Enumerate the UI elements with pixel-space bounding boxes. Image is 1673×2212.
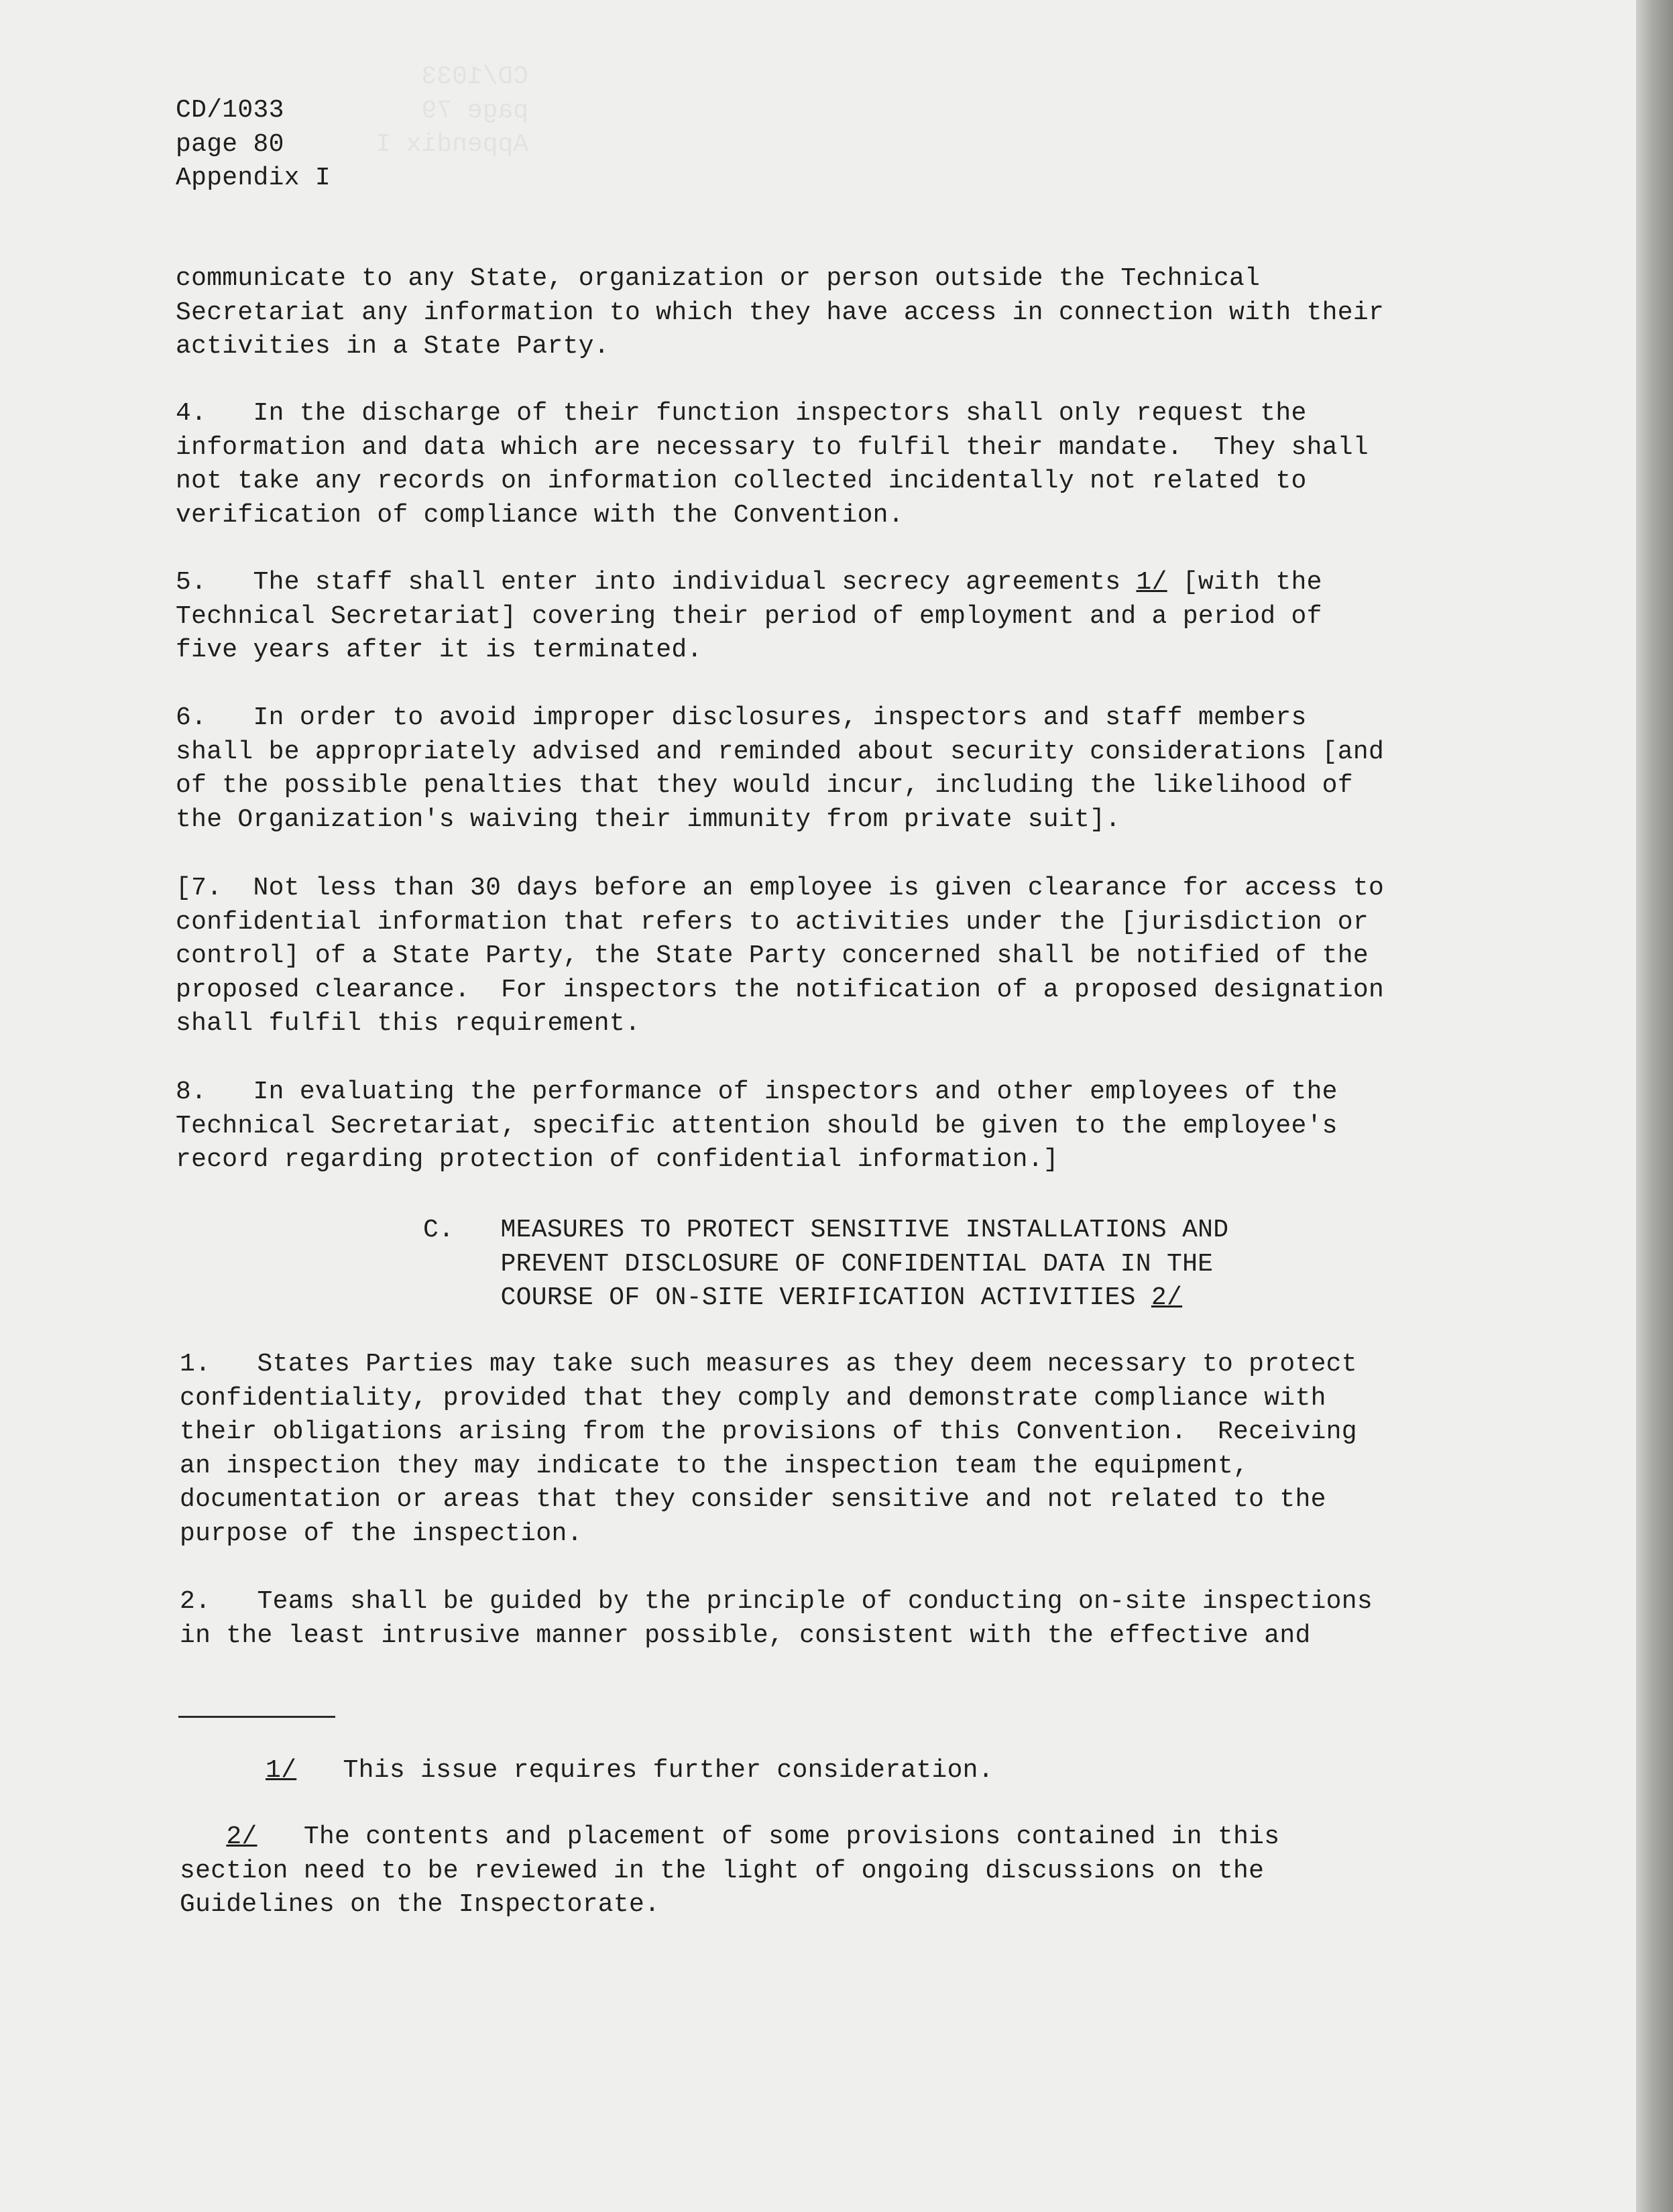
- text-line: their obligations arising from the provisions of this Convention. Receiving: [180, 1417, 1357, 1446]
- heading-line: C. MEASURES TO PROTECT SENSITIVE INSTALLATIONS AND: [423, 1216, 1229, 1244]
- footnote-ref-1: 1/: [1136, 568, 1167, 597]
- text-line: 5. The staff shall enter into individual secrecy agreements: [176, 568, 1137, 597]
- paragraph-8: [176, 1075, 1338, 1177]
- doc-symbol: CD/1033: [176, 96, 284, 125]
- text-line: 8. In evaluating the performance of inspectors and other employees of the: [176, 1078, 1338, 1106]
- footnote-ref-2: 2/: [1151, 1283, 1183, 1312]
- text-line: [with the: [1167, 568, 1322, 597]
- footnote-1-mark: 1/: [266, 1756, 297, 1785]
- text-line: control] of a State Party, the State Party concerned shall be notified of the: [176, 941, 1369, 970]
- text-line: of the possible penalties that they would incur, including the likelihood of: [176, 771, 1353, 800]
- heading-line: COURSE OF ON-SITE VERIFICATION ACTIVITIES: [423, 1283, 1151, 1312]
- footnote-1-text: This issue requires further consideration.: [296, 1756, 994, 1785]
- text-line: communicate to any State, organization or person outside the Technical: [176, 264, 1261, 293]
- text-line: purpose of the inspection.: [180, 1519, 583, 1548]
- text-line: five years after it is terminated.: [176, 636, 703, 664]
- text-line: not take any records on information collected incidentally not related to: [176, 467, 1307, 496]
- text-line: 2. Teams shall be guided by the principle of conducting on-site inspections: [180, 1587, 1373, 1616]
- appendix-label: Appendix I: [176, 164, 331, 192]
- text-line: record regarding protection of confidential information.]: [176, 1145, 1059, 1174]
- text-line: Technical Secretariat, specific attention should be given to the employee's: [176, 1111, 1338, 1141]
- footnote-2-text: The contents and placement of some provisions contained in this: [257, 1822, 1280, 1851]
- footnote-separator: [178, 1716, 335, 1718]
- text-line: section need to be reviewed in the light of ongoing discussions on the: [180, 1856, 1265, 1885]
- text-line: 4. In the discharge of their function inspectors shall only request the: [176, 399, 1307, 428]
- paragraph-7: [176, 872, 1384, 1041]
- text-line: verification of compliance with the Convention.: [176, 500, 904, 530]
- text-line: activities in a State Party.: [176, 332, 610, 361]
- text-line: information and data which are necessary to fulfil their mandate. They shall: [176, 432, 1369, 462]
- page-binding-edge: [1636, 0, 1673, 2212]
- text-line: [7. Not less than 30 days before an employee is given clearance for access to: [176, 874, 1385, 903]
- text-line: 1. States Parties may take such measures as they deem necessary to protect: [180, 1350, 1357, 1379]
- footnote-1: [266, 1754, 994, 1788]
- text-line: confidentiality, provided that they comply and demonstrate compliance with: [180, 1383, 1326, 1413]
- text-line: shall be appropriately advised and reminded about security considerations [and: [176, 737, 1385, 766]
- paragraph-4: [176, 397, 1369, 532]
- footnote-2-mark: 2/: [226, 1822, 257, 1851]
- text-line: proposed clearance. For inspectors the notification of a proposed designation: [176, 975, 1385, 1004]
- document-header: [176, 94, 331, 196]
- heading-line: PREVENT DISCLOSURE OF CONFIDENTIAL DATA IN THE: [423, 1249, 1214, 1279]
- footnote-2: [180, 1820, 1279, 1922]
- text-line: in the least intrusive manner possible, consistent with the effective and: [180, 1621, 1311, 1650]
- section-c-paragraph-1: [180, 1348, 1357, 1551]
- text-line: documentation or areas that they consider sensitive and not related to the: [180, 1485, 1326, 1514]
- section-heading: [423, 1214, 1228, 1316]
- text-line: Secretariat any information to which they have access in connection with their: [176, 298, 1385, 327]
- text-line: Technical Secretariat] covering their period of employment and a period of: [176, 601, 1322, 631]
- page-number: page 80: [176, 129, 284, 159]
- paragraph-5: [176, 566, 1322, 668]
- paragraph-continuation: [176, 262, 1384, 364]
- text-line: an inspection they may indicate to the inspection team the equipment,: [180, 1451, 1249, 1480]
- paragraph-6: [176, 701, 1384, 837]
- text-line: confidential information that refers to activities under the [jurisdiction or: [176, 907, 1369, 937]
- bleed-through-text: CD/1033 page 79 Appendix I: [376, 62, 529, 159]
- text-line: Guidelines on the Inspectorate.: [180, 1890, 660, 1919]
- text-line: the Organization's waiving their immunity from private suit].: [176, 805, 1121, 834]
- text-line: 6. In order to avoid improper disclosures, inspectors and staff members: [176, 703, 1307, 732]
- section-c-paragraph-2: [180, 1585, 1373, 1653]
- text-line: shall fulfil this requirement.: [176, 1009, 641, 1038]
